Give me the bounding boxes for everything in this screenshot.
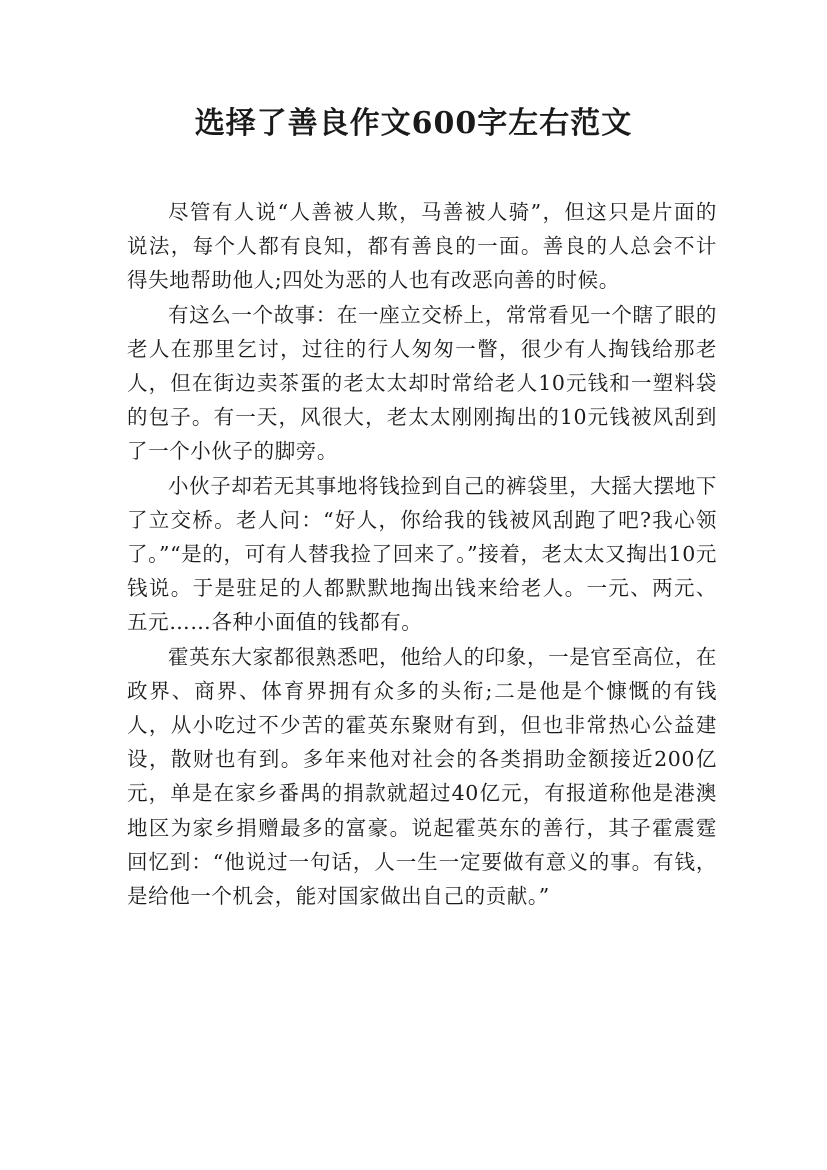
paragraph: 尽管有人说“人善被人欺，马善被人骑”，但这只是片面的说法，每个人都有良知，都有善良的一面。善良的人总会不计得失地帮助他人;四处为恶的人也有改恶向善的时候。 — [127, 200, 717, 293]
document-title: 选择了善良作文600字左右范文 — [194, 106, 633, 141]
document-body — [127, 195, 717, 913]
paragraph: 小伙子却若无其事地将钱捡到自己的裤袋里，大摇大摆地下了立交桥。老人问：“好人，你给我的钱被风刮跑了吧?我心领了。”“是的，可有人替我捡了回来了。”接着，老太太又掏出10元钱说。于是驻足的人都默默地掏出钱来给老人。一元、两元、五元……各种小面值的钱都有。 — [127, 473, 717, 635]
paragraph: 霍英东大家都很熟悉吧，他给人的印象，一是官至高位，在政界、商界、体育界拥有众多的头衔;二是他是个慷慨的有钱人，从小吃过不少苦的霍英东聚财有到，但也非常热心公益建设，散财也有到。多年来他对社会的各类捐助金额接近200亿元，单是在家乡番禺的捐款就超过40亿元，有报道称他是港澳地区为家乡捐赠最多的富豪。说起霍英东的善行，其子霍震霆回忆到：“他说过一句话，人一生一定要做有意义的事。有钱，是给他一个机会，能对国家做出自己的贡献。” — [127, 644, 717, 909]
paragraph: 有这么一个故事：在一座立交桥上，常常看见一个瞎了眼的老人在那里乞讨，过往的行人匆匆一瞥，很少有人掏钱给那老人，但在街边卖茶蛋的老太太却时常给老人10元钱和一塑料袋的包子。有一天，风很大，老太太刚刚掏出的10元钱被风刮到了一个小伙子的脚旁。 — [127, 302, 717, 464]
